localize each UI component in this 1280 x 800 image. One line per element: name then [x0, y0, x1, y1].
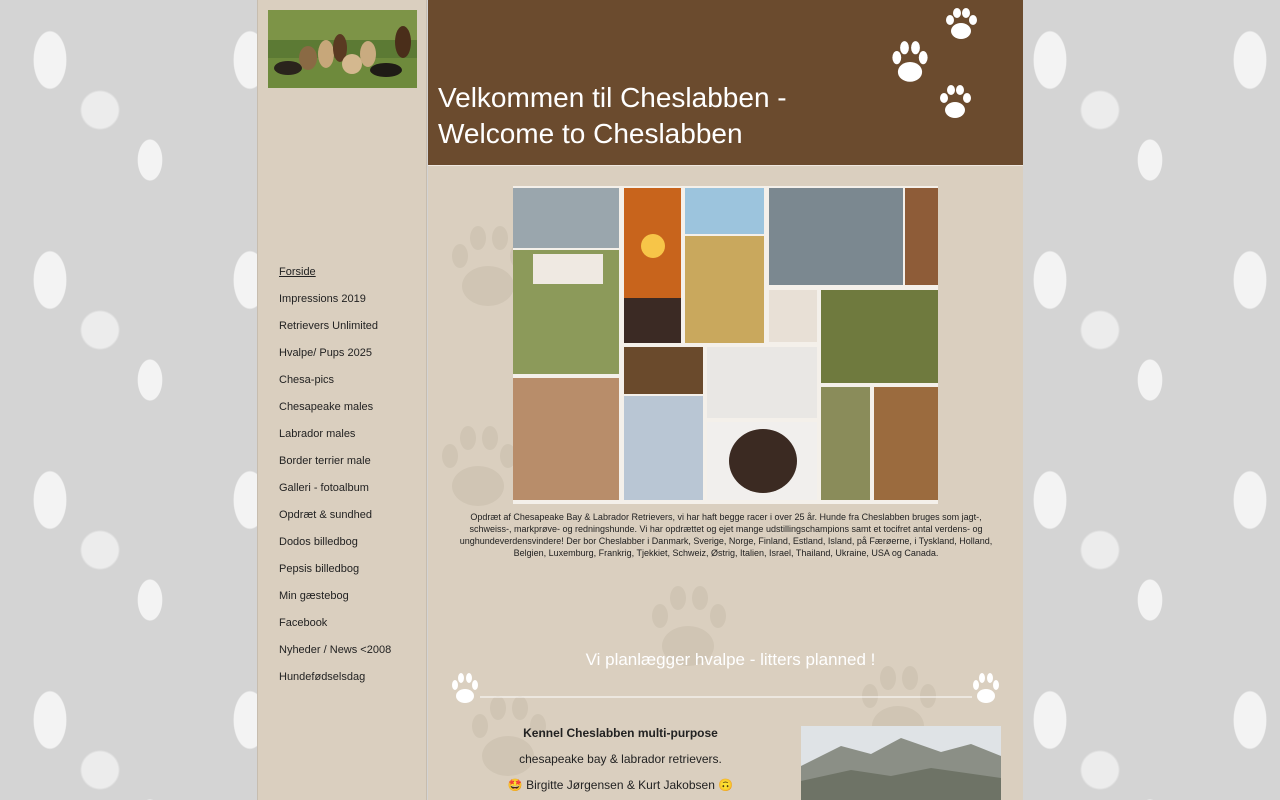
nav-item-pepsis-billedbog[interactable]: Pepsis billedbog [279, 563, 360, 575]
site-header [428, 0, 1023, 166]
litters-planned-heading: Vi planlægger hvalpe - litters planned ! [585, 650, 876, 669]
kennel-owners: 🤩 Birgitte Jørgensen & Kurt Jakobsen 🙃 [507, 778, 734, 792]
paw-icon [943, 6, 979, 42]
nav-item-dodos-billedbog[interactable]: Dodos billedbog [279, 536, 358, 548]
nav-item-nyheder-news[interactable]: Nyheder / News <2008 [279, 644, 392, 656]
paw-icon [937, 83, 973, 121]
nav-item-labrador-males[interactable]: Labrador males [279, 428, 356, 440]
dogs-photo-collage [513, 186, 938, 504]
kennel-breeds: chesapeake bay & labrador retrievers. [519, 752, 722, 766]
sidebar [257, 0, 427, 800]
paw-icon [973, 673, 999, 703]
page-container [257, 0, 1024, 800]
nav-item-galleri-fotoalbum[interactable]: Galleri - fotoalbum [279, 482, 369, 494]
page-title: Velkommen til Cheslabben - Welcome to Cheslabben [438, 82, 787, 149]
nav-item-opdraet-sundhed[interactable]: Opdræt & sundhed [279, 509, 372, 521]
nav-item-hvalpe-pups-2025[interactable]: Hvalpe/ Pups 2025 [279, 347, 372, 359]
nav-item-border-terrier-male[interactable]: Border terrier male [279, 455, 371, 467]
nav-item-min-gaestebog[interactable]: Min gæstebog [279, 590, 349, 602]
nav-item-facebook[interactable]: Facebook [279, 617, 328, 629]
nav-item-forside[interactable]: Forside [279, 266, 316, 278]
main-content [428, 0, 1023, 800]
kennel-name: Kennel Cheslabben multi-purpose [523, 726, 718, 740]
nav-item-chesa-pics[interactable]: Chesa-pics [279, 374, 335, 386]
intro-paragraph: Opdræt af Chesapeake Bay & Labrador Retrievers, vi har haft begge racer i over 25 år. Hunde fra Cheslabben bruges som jagt-, schweiss-, markprøve- og redningshunde. Vi har opdrættet og ejet mange udstillingschampions samt et tocifret antal verdens- og unghundeverdensvindere! Der bor Cheslabber i Danmark, Sverige, Norge, Finland, Estland, Island, på Færøerne, i Tyskland, Holland, Belgien, Luxemburg, Frankrig, Tjekkiet, Schweiz, Østrig, Italien, Israel, Thailand, Ukraine, USA og Canada. [459, 512, 993, 558]
mountain-photo [801, 726, 1001, 800]
nav-item-chesapeake-males[interactable]: Chesapeake males [279, 401, 374, 413]
main-navigation [279, 259, 391, 691]
paw-icon [890, 40, 930, 84]
nav-item-impressions-2019[interactable]: Impressions 2019 [279, 293, 366, 305]
nav-item-retrievers-unlimited[interactable]: Retrievers Unlimited [279, 320, 379, 332]
nav-item-hundefodselsdag[interactable]: Hundefødselsdag [279, 671, 366, 683]
dogs-group-photo [268, 10, 417, 88]
paw-divider [450, 672, 1002, 708]
contact-block [478, 722, 763, 800]
paw-icon [452, 673, 478, 703]
